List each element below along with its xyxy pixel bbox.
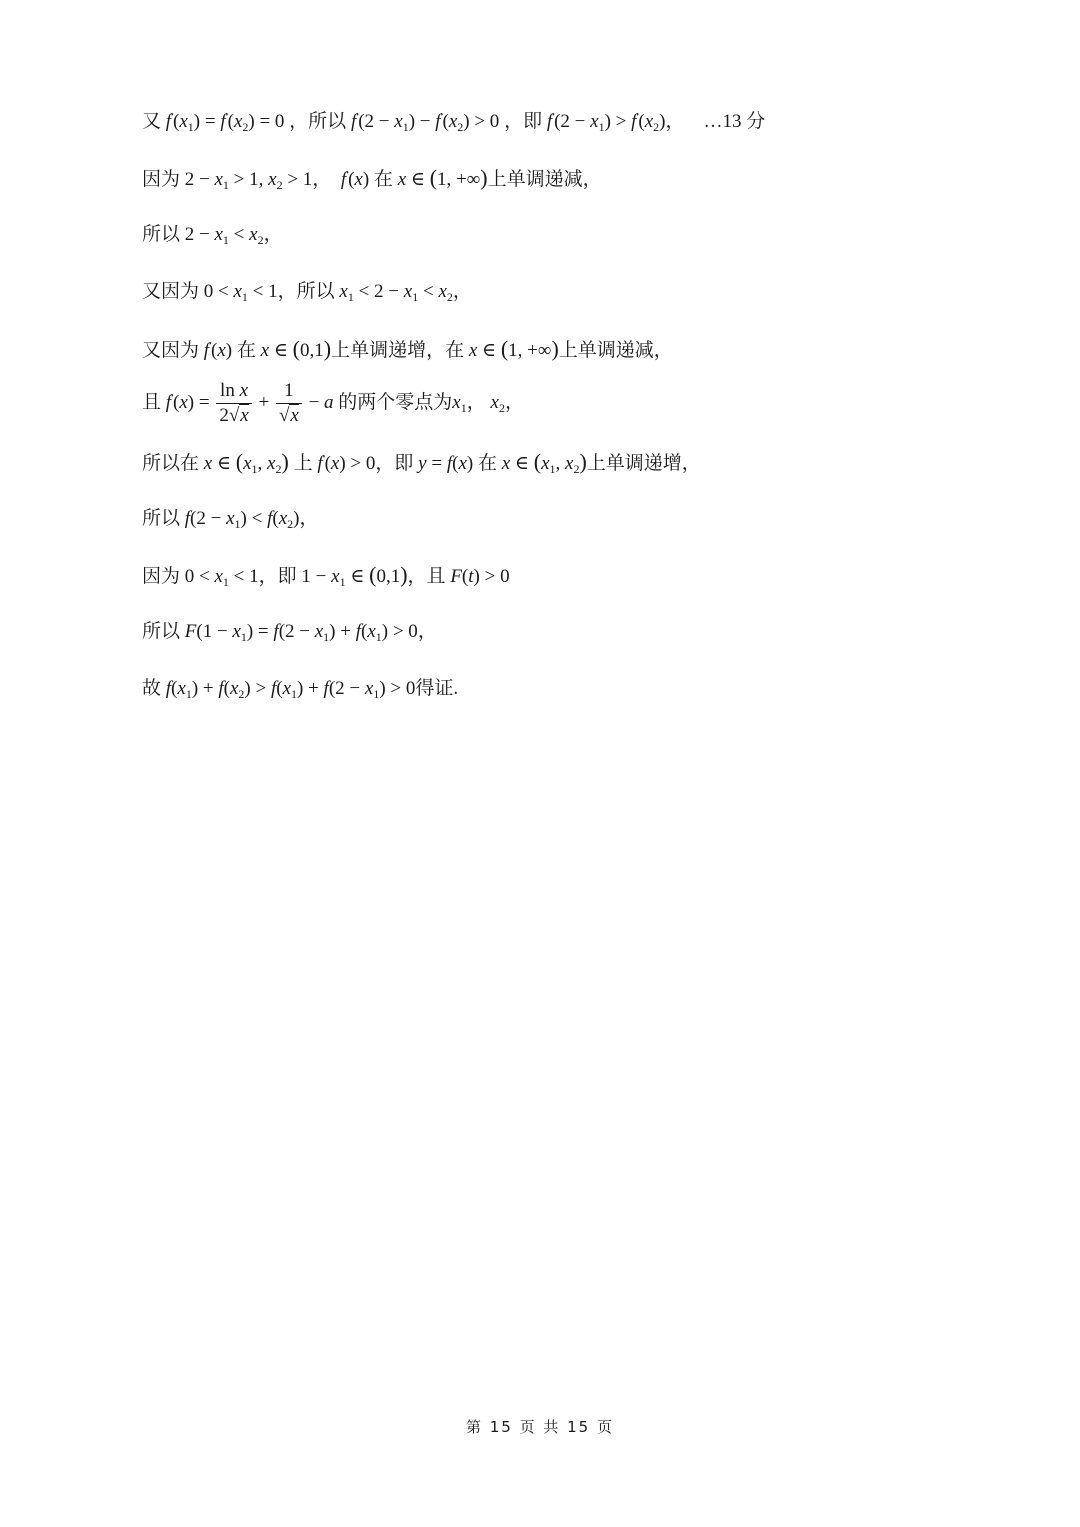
text: 上单调递增， — [586, 453, 701, 474]
text: ， — [504, 391, 524, 413]
proof-line-4: 又因为 $0 < x_1 < 1$，所以 $x_1 < 2 - x_1 < x_2$， — [142, 281, 472, 304]
text: 又因为 — [142, 281, 200, 302]
proof-line-6: 且 f'(x) = $\frac{\text{ln x}}{2√x}$ + $\frac{1}{√x}$ − a 的两个零点为$x_1$， $x_2$， — [142, 380, 524, 426]
text: ， — [417, 621, 437, 642]
text: 所以 — [142, 224, 181, 245]
text: 又 — [142, 111, 162, 132]
text: ，即 — [375, 453, 414, 474]
proof-line-3: 所以 $2 - x_1 < x_2$， — [142, 224, 283, 247]
text: 故 — [142, 678, 162, 699]
score-mark: …13 分 — [703, 111, 766, 132]
text: 在 — [373, 169, 393, 190]
text: 上 — [293, 453, 313, 474]
text: ，所以 — [289, 111, 347, 132]
proof-line-5: 又因为 f'(x) 在 x ∈ (0,1)上单调递增，在 x ∈ (1, +∞)上单调递减， — [142, 336, 673, 361]
text: ， — [466, 391, 486, 413]
text: ， — [312, 169, 332, 190]
text: ， — [299, 508, 319, 529]
proof-line-8: 所以 $f(2 - x_1) < f(x_2)$， — [142, 508, 319, 531]
text: ，且 — [407, 566, 446, 587]
proof-line-1: 又 $f'(x_1) = f'(x_2) = 0$ ，所以 $f'(2 - x_1) - f'(x_2) > 0$ ，即 $f'(2 - x_1) > f'(x_2)$， …13 分 — [142, 111, 766, 134]
text: ， — [452, 281, 472, 302]
page-footer: 第 15 页 共 15 页 — [465, 1418, 614, 1436]
text: 在 — [236, 340, 256, 361]
text: 上单调递减， — [487, 169, 602, 190]
proof-line-10: 所以 $F(1 - x_1) = f(2 - x_1) + f(x_1) > 0$， — [142, 621, 437, 644]
text: 所以在 — [142, 453, 200, 474]
text: 因为 — [142, 169, 181, 190]
proof-line-7: 所以在 x ∈ ($x_1$, $x_2$) 上 f'(x) > 0，即 y = f(x) 在 x ∈ ($x_1$, $x_2$)上单调递增， — [142, 449, 701, 476]
proof-line-2: 因为 $2 - x_1 > 1$, $x_2 > 1$， f'(x) 在 x ∈ (1, +∞)上单调递减， — [142, 165, 602, 192]
text: 的两个零点为 — [338, 391, 453, 413]
text: 上单调递减， — [558, 340, 673, 361]
proof-line-11: 故 $f(x_1) + f(x_2) > f(x_1) + f(2 - x_1) > 0$得证. — [142, 678, 459, 701]
text: ， — [665, 111, 685, 132]
text: 得证. — [415, 678, 459, 699]
fraction: $\frac{\text{ln x}}{2√x}$ — [216, 380, 251, 427]
text: ，即 — [258, 566, 297, 587]
text: ，即 — [504, 111, 543, 132]
proof-line-9: 因为 $0 < x_1 < 1$，即 $1 - x_1$ ∈ (0,1)，且 F(t) > 0 — [142, 562, 510, 589]
text: ， — [263, 224, 283, 245]
text: 上单调递增，在 — [331, 340, 465, 361]
fraction: $\frac{1}{√x}$ — [276, 380, 302, 427]
text: 因为 — [142, 566, 181, 587]
text: 又因为 — [142, 340, 200, 361]
text: ，所以 — [277, 281, 335, 302]
text: 所以 — [142, 621, 181, 642]
text: 在 — [477, 453, 497, 474]
text: 且 — [142, 391, 162, 413]
text: 所以 — [142, 508, 181, 529]
